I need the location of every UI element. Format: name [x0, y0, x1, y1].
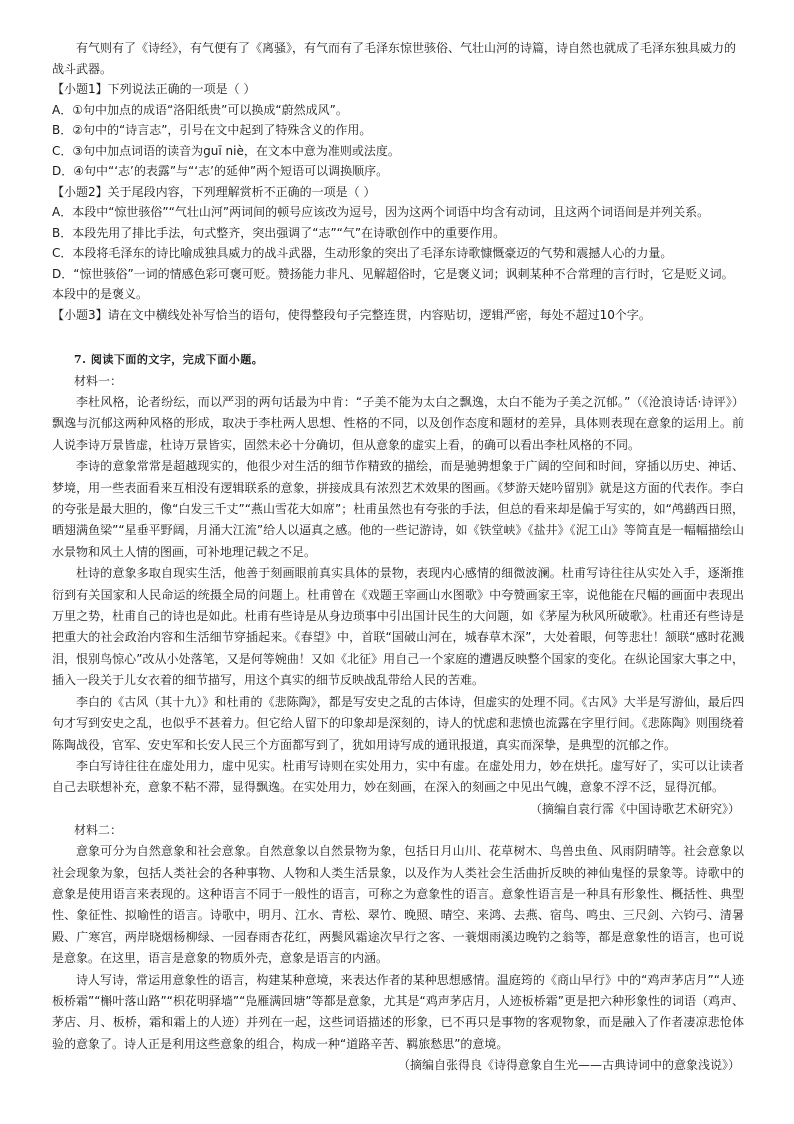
material-1 — [52, 371, 744, 820]
material-1-paragraph: 杜诗的意象多取自现实生活，他善于刻画眼前真实具体的景物，表现内心感情的细微波澜。杜甫写诗往往从实处入手，逐渐推衍到有关国家和人民命运的统摄全局的问题上。杜甫曾在《戏题王宰画山水图歌》中夸赞画家王宰，说他能在尺幅的画面中表现出万里之势，杜甫自己的诗也是如此。杜甫有些诗是从身边琐事中引出国计民生的大问题，如《茅屋为秋风所破歌》。杜甫还有些诗是把重大的社会政治内容和生活细节穿插起来。《春望》中，首联“国破山河在，城春草木深”，大处着眼，何等悲壮！颔联“感时花溅泪，恨别鸟惊心”改从小处落笔，又是何等婉曲！又如《北征》用自己一个家庭的遭遇反映整个国家的变化。在纵论国家大事之中，插入一段关于儿女衣着的细节描写，用这个真实的细节反映战乱带给人民的苦难。 — [52, 566, 744, 688]
material-2-paragraph: 诗人写诗，常运用意象性的语言，构建某种意境，来表达作者的某种思想感情。温庭筠的《商山早行》中的“鸡声茅店月”“人迹板桥霜”“槲叶落山路”“枳花明驿墙”“凫雁满回塘”等都是意象，尤其是“鸡声茅店月，人迹板桥霜”更是把六种形象性的词语（鸡声、茅店、月、板桥，霜和霜上的人迹）并列在一起，这些词语描述的形象，已不再只是事物的客观物象，而是融入了作者凄凉悲怆体验的意象了。诗人正是利用这些意象的组合，构成一种“道路辛苦、羁旅愁思”的意境。 — [52, 972, 744, 1051]
question-2-option-a: A．本段中“惊世骇俗”“气壮山河”两词间的顿号应该改为逗号，因为这两个词语中均含有动词，且这两个词语间是并列关系。 — [52, 205, 710, 219]
question-1-option-d: D．④句中“‘志’的表露”与“‘志’的延伸”两个短语可以调换顺序。 — [52, 164, 389, 178]
material-2-label: 材料二： — [74, 823, 123, 838]
intro-paragraph: 有气则有了《诗经》，有气便有了《离骚》，有气而有了毛泽东惊世骇俗、气壮山河的诗篇，诗自然也就成了毛泽东独具威力的战斗武器。 — [52, 41, 737, 76]
question-3 — [52, 305, 744, 326]
material-1-paragraph: 李杜风格，论者纷纭，而以严羽的两句话最为中肯：“子美不能为太白之飘逸，太白不能为子美之沉郁。”（《沧浪诗话·诗评》）飘逸与沉郁这两种风格的形成，取决于李杜两人思想、性格的不同，以及创作态度和题材的差异，具体则表现在意象的运用上。前人说李诗万景皆虚，杜诗万景皆实，固然未必十分确切，但从意象的虚实上看，的确可以看出李杜风格的不同。 — [52, 395, 744, 452]
question-2-option-b: B．本段先用了排比手法，句式整齐，突出强调了“志”“气”在诗歌创作中的重要作用。 — [52, 225, 506, 240]
question-1-option-a: A．①句中加点的成语“洛阳纸贵”可以换成“蔚然成风”。 — [52, 102, 348, 117]
material-1-source: （摘编自袁行霈《中国诗歌艺术研究》） — [529, 801, 740, 816]
question-2-prompt: 【小题2】关于尾段内容，下列理解赏析不正确的一项是（ ） — [52, 184, 376, 199]
section-gap — [52, 325, 744, 349]
material-1-paragraph: 李诗的意象常常是超越现实的，他很少对生活的细节作精致的描绘，而是驰骋想象于广阔的空间和时间，穿插以历史、神话、梦境，用一些表面看来互相没有逻辑联系的意象，拼接成具有浓烈艺术效果的图画。《梦游天姥吟留别》就是这方面的代表作。李白的夸张是最大胆的，像“白发三千丈”“燕山雪花大如席”；杜甫虽然也有夸张的手法，但总的看来却是偏于写实的，如“鸬鹚西日照，晒翅满鱼梁”“星垂平野阔，月涌大江流”给人以逼真之感。他的一些记游诗，如《铁堂峡》《盐井》《泥工山》等简直是一幅幅描绘山水景物和风土人情的图画，可补地理记载之不足。 — [52, 459, 744, 559]
document-page — [52, 38, 744, 1077]
material-2-source: （摘编自张得良《诗得意象自生光——古典诗词中的意象浅说》） — [397, 1058, 740, 1073]
question-1-option-b: B．②句中的“诗言志”，引号在文中起到了特殊含义的作用。 — [52, 123, 372, 137]
material-2-paragraph: 意象可分为自然意象和社会意象。自然意象以自然景物为象，包括日月山川、花草树木、鸟兽虫鱼、风雨阴晴等。社会意象以社会现象为象，包括人类社会的各种事物、人物和人类生活景象，以及作为人类社会生活曲折反映的神仙鬼怪的景象等。诗歌中的意象是使用语言来表现的。这种语言不同于一般性的语言，可称之为意象性的语言。意象性语言是一种具有形象性、概括性、典型性、象征性、拟喻性的语言。诗歌中，明月、江水、青松、翠竹、晚照、晴空、来鸿、去燕、宿鸟、鸣虫、三尺剑、六钧弓、清暑殿、广寒宫，两岸晓烟杨柳绿、一园春雨杏花红，两鬓风霜途次早行之客、一蓑烟雨溪边晚钓之翁等，都是意象性的语言，也可说是意象。在这里，语言是意象的物质外壳，意象是语言的内涵。 — [52, 844, 744, 966]
section-7-heading: 7. 阅读下面的文字，完成下面小题。 — [74, 353, 264, 366]
question-3-prompt: 【小题3】请在文中横线处补写恰当的语句，使得整段句子完整连贯，内容贴切，逻辑严密，每处不超过10个字。 — [52, 307, 651, 322]
question-2-option-c: C．本段将毛泽东的诗比喻成独具威力的战斗武器，生动形象的突出了毛泽东诗歌慷慨豪迈的气势和震撼人心的力量。 — [52, 246, 673, 260]
material-1-paragraph: 李白的《古风（其十九）》和杜甫的《悲陈陶》，都是写安史之乱的古体诗，但虚实的处理不同。《古风》大半是写游仙，最后四句才写到安史之乱，也似乎不甚着力。但它给人留下的印象却是深刻的，诗人的忧虑和悲愤也流露在字里行间。《悲陈陶》则围绕着陈陶战役，官军、安史军和长安人民三个方面都写到了，犹如用诗写成的通讯报道，真实而深挚，是典型的沉郁之作。 — [52, 694, 744, 752]
question-1-option-c: C．③句中加点词语的读音为guī niè，在文本中意为准则或法度。 — [52, 143, 400, 158]
question-1 — [52, 79, 744, 182]
material-2 — [52, 820, 744, 1076]
question-2 — [52, 182, 744, 305]
question-1-prompt: 【小题1】下列说法正确的一项是（ ） — [52, 82, 256, 96]
material-1-label: 材料一： — [74, 374, 123, 388]
question-2-option-d: D．“惊世骇俗”一词的情感色彩可褒可贬。赞扬能力非凡、见解超俗时，它是褒义词；讽刺某种不合常理的言行时，它是贬义词。本段中的是褒义。 — [52, 266, 734, 301]
material-1-paragraph: 李白写诗往往在虚处用力，虚中见实。杜甫写诗则在实处用力，实中有虚。在虚处用力，妙在烘托。虚写好了，实可以让读者自己去联想补充，意象不粘不滞，显得飘逸。在实处用力，妙在刻画，在深入的刻画之中见出气魄，意象不浮不泛，显得沉郁。 — [52, 758, 744, 795]
